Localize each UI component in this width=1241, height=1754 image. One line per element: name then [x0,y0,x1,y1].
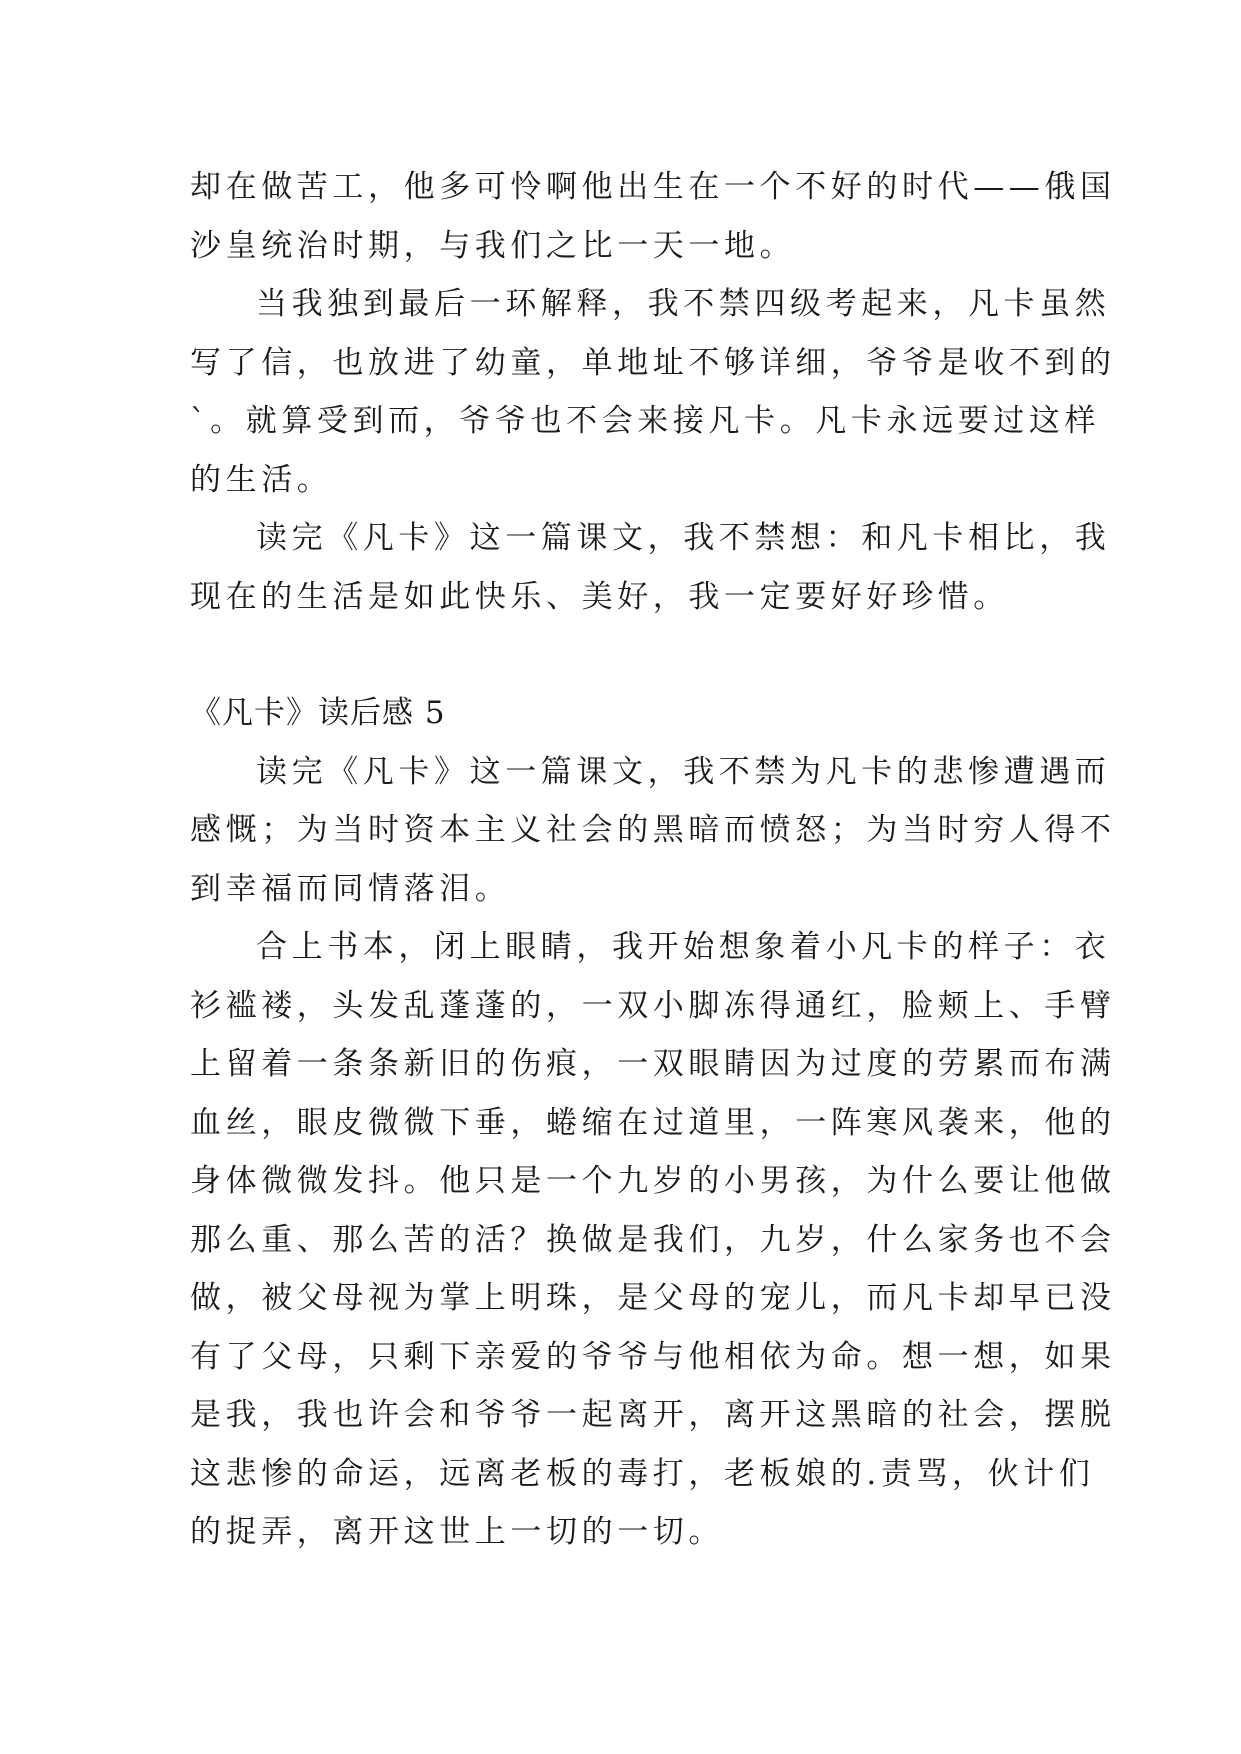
text-line: 身体微微发抖。他只是一个九岁的小男孩，为什么要让他做 [190,1163,1116,1199]
text-line: 的生活。 [190,461,333,498]
text-line: 现在的生活是如此快乐、美好，我一定要好好珍惜。 [190,578,1009,615]
text-line: 沙皇统治时期，与我们之比一天一地。 [190,227,796,264]
text-line: 写了信，也放进了幼童，单地址不够详细，爷爷是收不到的 [190,344,1116,381]
paragraph [190,509,1111,626]
text-line: 的捉弄，离开这世上一切的一切。 [190,1514,724,1550]
text-line: 衫褴褛，头发乱蓬蓬的，一双小脚冻得通红，脸颊上、手臂 [190,987,1116,1024]
text-line: 是我，我也许会和爷爷一起离开，离开这黑暗的社会，摆脱 [190,1397,1116,1433]
text-line: 读完《凡卡》这一篇课文，我不禁为凡卡的悲惨遭遇而 [256,753,1111,790]
paragraph [190,918,1116,1562]
section-gap [190,626,1060,684]
paragraph [190,743,1116,919]
text-line: 血丝，眼皮微微下垂，蜷缩在过道里，一阵寒风袭来，他的 [190,1104,1116,1141]
text-line: 上留着一条条新旧的伤痕，一双眼睛因为过度的劳累而布满 [190,1046,1116,1082]
text-line: 做，被父母视为掌上明珠，是父母的宠儿，而凡卡却早已没 [190,1280,1116,1316]
section-heading: 《凡卡》读后感 5 [190,695,446,731]
text-line: 感慨；为当时资本主义社会的黑暗而愤怒；为当时穷人得不 [190,812,1116,848]
text-line: 那么重、那么苦的活？换做是我们，九岁，什么家务也不会 [190,1221,1116,1258]
text-line: 合上书本，闭上眼睛，我开始想象着小凡卡的样子：衣 [256,929,1111,965]
text-line: 这悲惨的命运，远离老板的毒打，老板娘的.责骂，伙计们 [190,1455,1095,1492]
essay-section-continued [190,158,1116,626]
essay-section-5 [190,684,1116,1562]
text-line: 却在做苦工，他多可怜啊他出生在一个不好的时代——俄国 [190,169,1116,205]
document-page [190,158,1116,1562]
text-line: 到幸福而同情落泪。 [190,870,511,907]
text-line: 当我独到最后一环解释，我不禁四级考起来，凡卡虽然 [256,286,1111,322]
paragraph [190,158,1116,275]
text-line: 读完《凡卡》这一篇课文，我不禁想：和凡卡相比，我 [256,520,1111,556]
text-line: `。就算受到而，爷爷也不会来接凡卡。凡卡永远要过这样 [190,403,1101,439]
text-line: 有了父母，只剩下亲爱的爷爷与他相依为命。想一想，如果 [190,1338,1116,1375]
paragraph [190,275,1116,509]
